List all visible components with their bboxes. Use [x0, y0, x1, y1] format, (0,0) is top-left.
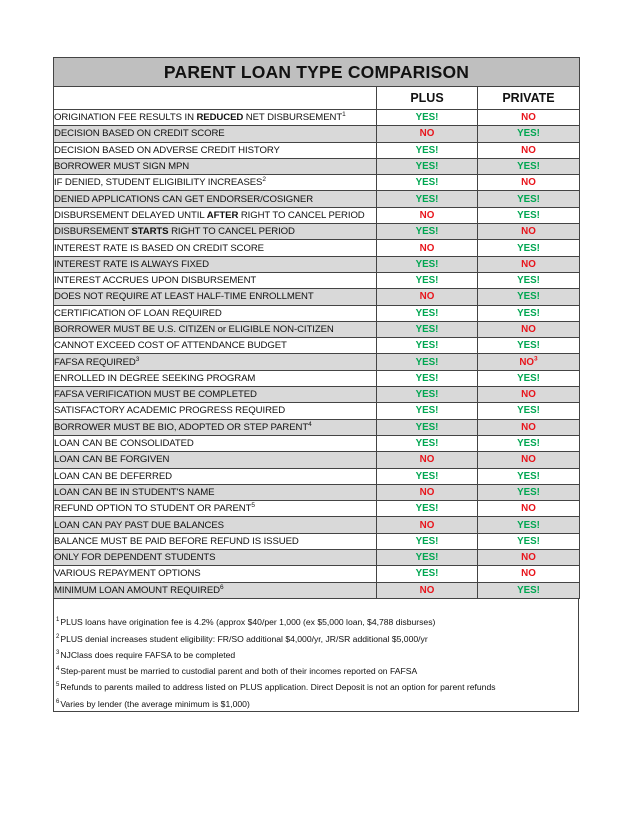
criterion-cell	[54, 501, 377, 517]
private-answer: NO	[521, 389, 536, 401]
footnote-ref: 3	[135, 355, 140, 363]
plus-answer-cell	[377, 321, 478, 337]
footnote-ref: 3	[534, 355, 538, 363]
criterion-text: RIGHT TO CANCEL PERIOD	[238, 209, 365, 221]
plus-answer: YES!	[415, 161, 439, 173]
private-answer: NO	[521, 144, 536, 156]
footnote-text: NJClass does require FAFSA to be completed	[60, 649, 236, 660]
criterion-cell	[54, 142, 377, 158]
table-row	[54, 272, 580, 288]
plus-answer: YES!	[415, 552, 439, 564]
criterion-cell	[54, 338, 377, 354]
plus-answer: YES!	[415, 470, 439, 482]
criterion-text: LOAN CAN BE IN STUDENT'S NAME	[54, 486, 215, 498]
private-answer: NO	[521, 258, 536, 270]
table-row	[54, 484, 580, 500]
criterion-text: INTEREST ACCRUES UPON DISBURSEMENT	[54, 275, 257, 287]
criterion-text: IF DENIED, STUDENT ELIGIBILITY INCREASES	[54, 177, 263, 189]
criterion-cell	[54, 158, 377, 174]
plus-answer-cell	[377, 533, 478, 549]
plus-answer: YES!	[415, 535, 439, 547]
criterion-cell	[54, 370, 377, 386]
plus-answer: YES!	[415, 438, 439, 450]
footnote-item	[56, 666, 417, 676]
plus-answer: YES!	[415, 568, 439, 580]
private-answer-cell	[478, 370, 580, 386]
table-row	[54, 207, 580, 223]
criterion-text: BORROWER MUST SIGN MPN	[54, 161, 190, 173]
plus-answer: YES!	[415, 356, 439, 368]
criterion-text: NET DISBURSEMENT	[243, 112, 343, 124]
table-row	[54, 419, 580, 435]
criterion-cell	[54, 435, 377, 451]
plus-answer: YES!	[415, 405, 439, 417]
footnote-item	[56, 650, 235, 660]
criterion-cell	[54, 126, 377, 142]
footnote-text: PLUS denial increases student eligibility: FR/SO additional $4,000/yr, JR/SR additional $5,000/yr	[60, 633, 428, 644]
plus-answer: YES!	[415, 177, 439, 189]
private-answer: NO	[519, 356, 535, 368]
plus-answer-cell	[377, 484, 478, 500]
table-body	[54, 110, 580, 599]
plus-answer: YES!	[415, 226, 439, 238]
criterion-cell	[54, 256, 377, 272]
criterion-cell	[54, 452, 377, 468]
criterion-cell	[54, 387, 377, 403]
footnotes	[53, 599, 579, 712]
private-answer: YES!	[517, 535, 540, 547]
table-row	[54, 501, 580, 517]
criterion-text: LOAN CAN PAY PAST DUE BALANCES	[54, 519, 224, 531]
footnote-text: Refunds to parents mailed to address listed on PLUS application. Direct Deposit is not an option for parent refunds	[60, 681, 496, 692]
plus-answer: YES!	[415, 193, 439, 205]
private-answer-cell	[478, 435, 580, 451]
criterion-text: LOAN CAN BE FORGIVEN	[54, 454, 170, 466]
private-answer: YES!	[517, 470, 540, 482]
table-row	[54, 240, 580, 256]
footnote-item	[56, 617, 435, 627]
criterion-text: FAFSA VERIFICATION MUST BE COMPLETED	[54, 389, 257, 401]
criterion-cell	[54, 321, 377, 337]
column-header-private: PRIVATE	[478, 87, 580, 110]
table-row	[54, 142, 580, 158]
criterion-text: ORIGINATION FEE RESULTS IN	[54, 112, 197, 124]
criterion-text: LOAN CAN BE DEFERRED	[54, 470, 172, 482]
private-answer-cell	[478, 321, 580, 337]
criterion-cell	[54, 240, 377, 256]
plus-answer-cell	[377, 550, 478, 566]
plus-answer-cell	[377, 435, 478, 451]
private-answer: NO	[521, 226, 536, 238]
private-answer-cell	[478, 452, 580, 468]
private-answer-cell	[478, 191, 580, 207]
private-answer: NO	[521, 324, 536, 335]
plus-answer-cell	[377, 224, 478, 240]
plus-answer-cell	[377, 289, 478, 305]
comparison-table	[53, 57, 580, 599]
footnote-ref: 4	[308, 420, 312, 428]
criterion-text: DISBURSEMENT DELAYED UNTIL	[54, 209, 207, 221]
private-answer: YES!	[517, 161, 540, 173]
criterion-cell	[54, 533, 377, 549]
plus-answer-cell	[377, 110, 478, 126]
table-row	[54, 338, 580, 354]
table-row	[54, 158, 580, 174]
footnote-ref: 2	[262, 176, 266, 184]
private-answer: YES!	[517, 438, 540, 450]
private-answer-cell	[478, 338, 580, 354]
plus-answer-cell	[377, 240, 478, 256]
private-answer-cell	[478, 387, 580, 403]
criterion-cell	[54, 550, 377, 566]
plus-answer-cell	[377, 207, 478, 223]
private-answer: YES!	[517, 486, 540, 498]
criterion-cell	[54, 175, 377, 191]
criterion-cell	[54, 517, 377, 533]
private-answer-cell	[478, 110, 580, 126]
private-answer-cell	[478, 484, 580, 500]
private-answer-cell	[478, 126, 580, 142]
private-answer-cell	[478, 305, 580, 321]
private-answer-cell	[478, 224, 580, 240]
criterion-cell	[54, 272, 377, 288]
private-answer-cell	[478, 142, 580, 158]
table-row	[54, 566, 580, 582]
plus-answer: NO	[419, 128, 435, 140]
plus-answer: YES!	[415, 324, 439, 335]
plus-answer-cell	[377, 305, 478, 321]
plus-answer-cell	[377, 354, 478, 370]
private-answer: YES!	[517, 519, 540, 531]
footnote-text: PLUS loans have origination fee is 4.2% (approx $40/per 1,000 (ex $5,000 loan, $4,788 disburses)	[60, 616, 436, 627]
private-answer: YES!	[517, 291, 540, 303]
plus-answer: NO	[419, 291, 435, 303]
plus-answer-cell	[377, 566, 478, 582]
criterion-text: INTEREST RATE IS ALWAYS FIXED	[54, 258, 209, 270]
footnote-number: 5	[56, 682, 60, 689]
private-answer: NO	[521, 552, 536, 564]
table-row	[54, 468, 580, 484]
criterion-text: FAFSA REQUIRED	[54, 356, 136, 368]
private-answer: YES!	[517, 405, 540, 417]
private-answer: YES!	[517, 128, 540, 140]
private-answer: NO	[521, 112, 536, 124]
criterion-text: CANNOT EXCEED COST OF ATTENDANCE BUDGET	[54, 340, 287, 352]
table-row	[54, 191, 580, 207]
plus-answer: YES!	[415, 144, 439, 156]
footnote-number: 3	[56, 650, 60, 657]
plus-answer: NO	[419, 519, 435, 531]
private-answer-cell	[478, 175, 580, 191]
private-answer-cell	[478, 533, 580, 549]
criterion-text: DOES NOT REQUIRE AT LEAST HALF-TIME ENROLLMENT	[54, 291, 314, 303]
plus-answer-cell	[377, 370, 478, 386]
footnote-number: 2	[56, 634, 60, 641]
private-answer: YES!	[517, 372, 540, 384]
plus-answer: YES!	[415, 307, 439, 319]
criterion-cell	[54, 191, 377, 207]
private-answer: YES!	[517, 242, 540, 254]
private-answer-cell	[478, 158, 580, 174]
private-answer: YES!	[517, 275, 540, 287]
private-answer: NO	[521, 503, 536, 515]
table-row	[54, 370, 580, 386]
table-row	[54, 582, 580, 598]
criterion-text: ONLY FOR DEPENDENT STUDENTS	[54, 552, 216, 564]
table-row	[54, 452, 580, 468]
table-row	[54, 224, 580, 240]
criterion-text: BORROWER MUST BE BIO, ADOPTED OR STEP PARENT	[54, 421, 309, 433]
table-row	[54, 517, 580, 533]
criterion-text: LOAN CAN BE CONSOLIDATED	[54, 438, 194, 450]
plus-answer: YES!	[415, 421, 439, 433]
plus-answer-cell	[377, 256, 478, 272]
criterion-text: ENROLLED IN DEGREE SEEKING PROGRAM	[54, 372, 256, 384]
table-row	[54, 387, 580, 403]
plus-answer: YES!	[415, 258, 439, 270]
footnote-number: 1	[56, 617, 60, 624]
plus-answer-cell	[377, 517, 478, 533]
plus-answer: YES!	[415, 372, 439, 384]
table-row	[54, 110, 580, 126]
table-row	[54, 305, 580, 321]
page-title: PARENT LOAN TYPE COMPARISON	[54, 58, 580, 87]
table-row	[54, 126, 580, 142]
criterion-text: BORROWER MUST BE U.S. CITIZEN or ELIGIBLE NON-CITIZEN	[54, 324, 334, 335]
table-row	[54, 354, 580, 370]
plus-answer-cell	[377, 126, 478, 142]
criterion-cell	[54, 484, 377, 500]
table-row	[54, 321, 580, 337]
footnote-item	[56, 682, 496, 692]
private-answer-cell	[478, 501, 580, 517]
footnote-number: 6	[56, 699, 60, 706]
table-row	[54, 550, 580, 566]
private-answer-cell	[478, 517, 580, 533]
private-answer-cell	[478, 566, 580, 582]
footnote-text: Step-parent must be married to custodial parent and both of their incomes reported on FAFSA	[60, 665, 418, 676]
plus-answer-cell	[377, 468, 478, 484]
private-answer: YES!	[517, 307, 540, 319]
comparison-sheet	[53, 57, 579, 712]
plus-answer-cell	[377, 452, 478, 468]
private-answer-cell	[478, 207, 580, 223]
header-blank-cell	[54, 87, 377, 110]
criterion-cell	[54, 289, 377, 305]
table-row	[54, 175, 580, 191]
private-answer-cell	[478, 256, 580, 272]
criterion-emphasis: STARTS	[131, 226, 169, 238]
criterion-cell	[54, 582, 377, 598]
plus-answer: YES!	[415, 503, 439, 515]
private-answer-cell	[478, 272, 580, 288]
table-row	[54, 289, 580, 305]
private-answer: NO	[521, 568, 536, 580]
criterion-cell	[54, 207, 377, 223]
plus-answer-cell	[377, 582, 478, 598]
criterion-cell	[54, 110, 377, 126]
private-answer: NO	[521, 454, 536, 466]
plus-answer-cell	[377, 272, 478, 288]
private-answer: NO	[521, 177, 536, 189]
table-row	[54, 403, 580, 419]
plus-answer: NO	[419, 454, 435, 466]
plus-answer: YES!	[415, 340, 439, 352]
plus-answer: NO	[419, 584, 435, 596]
criterion-text: CERTIFICATION OF LOAN REQUIRED	[54, 307, 222, 319]
column-header-plus: PLUS	[377, 87, 478, 110]
criterion-text: REFUND OPTION TO STUDENT OR PARENT	[54, 503, 252, 515]
plus-answer-cell	[377, 419, 478, 435]
criterion-emphasis: AFTER	[206, 209, 239, 221]
criterion-cell	[54, 305, 377, 321]
private-answer-cell	[478, 582, 580, 598]
private-answer: YES!	[517, 584, 540, 596]
plus-answer-cell	[377, 403, 478, 419]
private-answer-cell	[478, 403, 580, 419]
plus-answer: NO	[419, 486, 435, 498]
plus-answer-cell	[377, 387, 478, 403]
plus-answer: YES!	[415, 275, 439, 287]
private-answer: YES!	[517, 340, 540, 352]
criterion-cell	[54, 566, 377, 582]
footnote-number: 4	[56, 666, 60, 673]
footnote-ref: 6	[220, 583, 224, 591]
footnote-ref: 1	[342, 110, 346, 118]
private-answer: YES!	[517, 209, 540, 221]
criterion-text: DISBURSEMENT	[54, 226, 132, 238]
table-row	[54, 435, 580, 451]
plus-answer-cell	[377, 501, 478, 517]
criterion-cell	[54, 468, 377, 484]
plus-answer: YES!	[415, 112, 439, 124]
criterion-text: DENIED APPLICATIONS CAN GET ENDORSER/COSIGNER	[54, 193, 314, 205]
criterion-text: BALANCE MUST BE PAID BEFORE REFUND IS ISSUED	[54, 535, 299, 547]
private-answer-cell	[478, 289, 580, 305]
plus-answer-cell	[377, 158, 478, 174]
criterion-cell	[54, 224, 377, 240]
criterion-text: DECISION BASED ON ADVERSE CREDIT HISTORY	[54, 144, 280, 156]
private-answer: NO	[521, 421, 536, 433]
plus-answer: YES!	[415, 389, 439, 401]
criterion-text: SATISFACTORY ACADEMIC PROGRESS REQUIRED	[54, 405, 286, 417]
footnote-item	[56, 634, 428, 644]
private-answer: YES!	[517, 193, 540, 205]
criterion-cell	[54, 403, 377, 419]
private-answer-cell	[478, 550, 580, 566]
table-row	[54, 533, 580, 549]
plus-answer-cell	[377, 338, 478, 354]
criterion-text: MINIMUM LOAN AMOUNT REQUIRED	[54, 584, 220, 596]
criterion-cell	[54, 354, 377, 370]
criterion-text: RIGHT TO CANCEL PERIOD	[168, 226, 295, 238]
plus-answer: NO	[419, 209, 435, 221]
footnote-ref: 5	[251, 502, 255, 510]
footnote-item	[56, 699, 250, 709]
private-answer-cell	[478, 468, 580, 484]
plus-answer-cell	[377, 142, 478, 158]
criterion-cell	[54, 419, 377, 435]
criterion-text: DECISION BASED ON CREDIT SCORE	[54, 128, 225, 140]
private-answer-cell	[478, 240, 580, 256]
plus-answer-cell	[377, 191, 478, 207]
plus-answer: NO	[419, 242, 435, 254]
table-row	[54, 256, 580, 272]
criterion-text: INTEREST RATE IS BASED ON CREDIT SCORE	[54, 242, 264, 254]
plus-answer-cell	[377, 175, 478, 191]
criterion-text: VARIOUS REPAYMENT OPTIONS	[54, 568, 201, 580]
footnote-text: Varies by lender (the average minimum is $1,000)	[60, 698, 250, 709]
private-answer-cell	[478, 419, 580, 435]
criterion-emphasis: REDUCED	[196, 112, 244, 124]
private-answer-cell	[478, 354, 580, 370]
